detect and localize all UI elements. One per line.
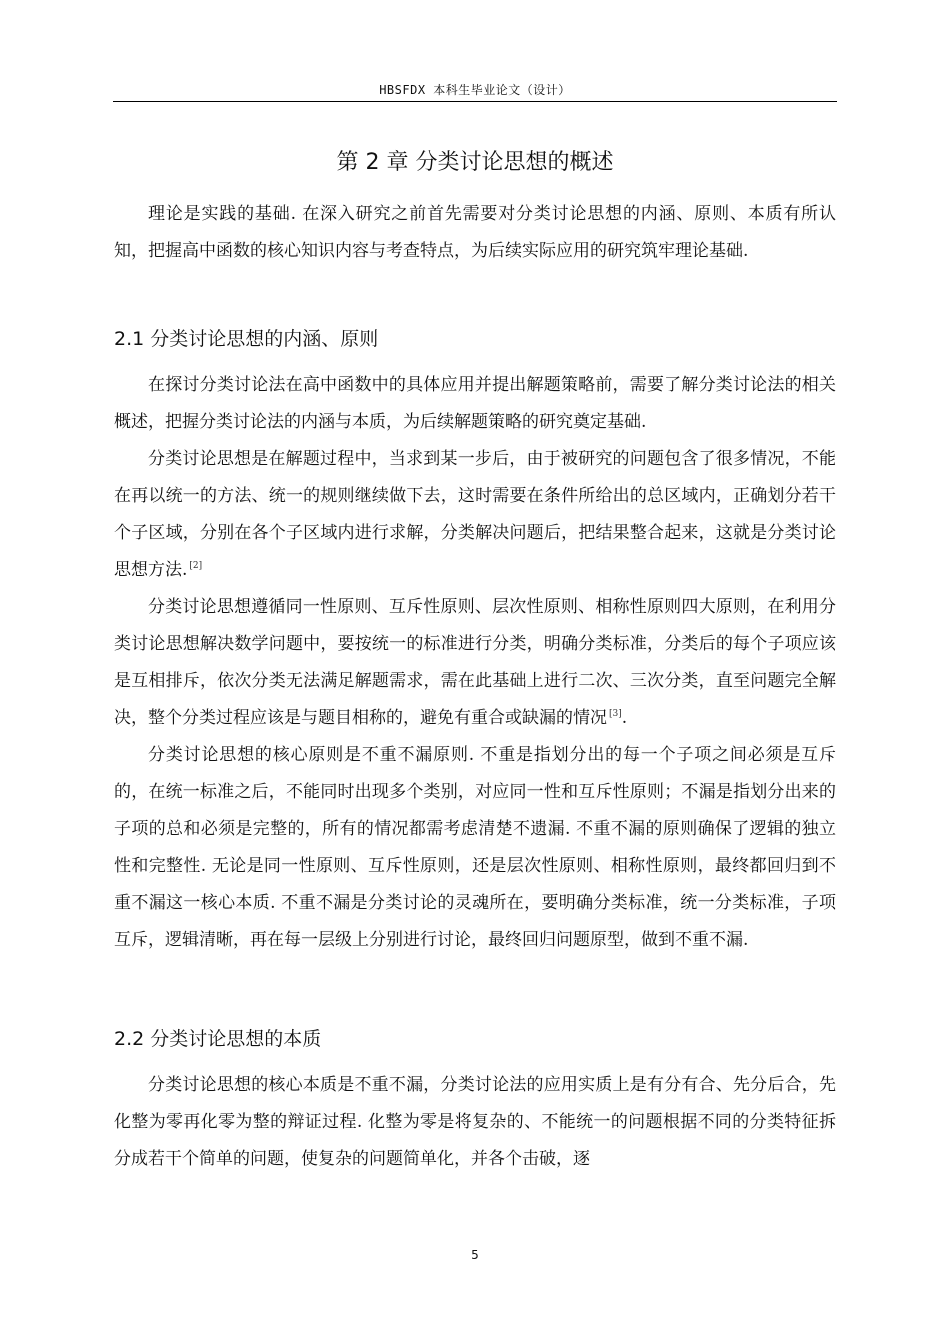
section-2-2-heading: 2.2 分类讨论思想的本质 <box>114 1028 322 1050</box>
section-2-1-heading-block <box>114 324 836 354</box>
page-number: 5 <box>471 1248 479 1262</box>
paragraph-text: 分类讨论思想是在解题过程中，当求到某一步后，由于被研究的问题包含了很多情况，不能在再以统一的方法、统一的规则继续做下去，这时需要在条件所给出的总区域内，正确划分若干个子区域，分别在各个子区域内进行求解，分类解决问题后，把结果整合起来，这就是分类讨论思想方法. <box>114 449 836 580</box>
citation-2: [2] <box>189 561 203 572</box>
chapter-title: 第 2 章 分类讨论思想的概述 <box>336 150 614 175</box>
paragraph-text: 分类讨论思想遵循同一性原则、互斥性原则、层次性原则、相称性原则四大原则，在利用分类讨论思想解决数学问题中，要按统一的标准进行分类，明确分类标准，分类后的每个子项应该是互相排斥，依次分类无法满足解题需求，需在此基础上进行二次、三次分类，直至问题完全解决，整个分类过程应该是与题目相称的，避免有重合或缺漏的情况 <box>114 597 836 728</box>
section-2-2-heading-block <box>114 1024 836 1054</box>
section-2-1-heading: 2.1 分类讨论思想的内涵、原则 <box>114 328 379 350</box>
section-2-1-paragraph-1: 在探讨分类讨论法在高中函数中的具体应用并提出解题策略前，需要了解分类讨论法的相关概述，把握分类讨论法的内涵与本质，为后续解题策略的研究奠定基础. <box>114 375 836 432</box>
section-2-1-paragraph-2 <box>114 441 836 589</box>
running-header: HBSFDX 本科生毕业论文（设计） <box>379 83 571 97</box>
section-2-1-paragraph-4: 分类讨论思想的核心原则是不重不漏原则. 不重是指划分出的每一个子项之间必须是互斥的，在统一标准之后，不能同时出现多个类别，对应同一性和互斥性原则；不漏是指划分出来的子项的总和必须是完整的，所有的情况都需考虑清楚不遗漏. 不重不漏的原则确保了逻辑的独立性和完整性. 无论是同一性原则、互斥性原则，还是层次性原则、相称性原则，最终都回归到不重不漏这一核心本质. 不重不漏是分类讨论的灵魂所在，要明确分类标准，统一分类标准，子项互斥，逻辑清晰，再在每一层级上分别进行讨论，最终回归问题原型，做到不重不漏. <box>114 745 836 950</box>
intro-block <box>114 196 836 270</box>
section-2-2-paragraph-1: 分类讨论思想的核心本质是不重不漏，分类讨论法的应用实质上是有分有合、先分后合，先化整为零再化零为整的辩证过程. 化整为零是将复杂的、不能统一的问题根据不同的分类特征拆分成若干个简单的问题，使复杂的问题简单化，并各个击破，逐 <box>114 1075 836 1169</box>
section-2-2-body <box>114 1067 836 1178</box>
section-2-1-paragraph-3 <box>114 589 836 737</box>
header-rule <box>113 101 837 102</box>
section-2-1-body <box>114 367 836 959</box>
paragraph-end-punct: . <box>621 708 628 728</box>
citation-3: [3] <box>609 709 622 720</box>
intro-paragraph: 理论是实践的基础. 在深入研究之前首先需要对分类讨论思想的内涵、原则、本质有所认知，把握高中函数的核心知识内容与考查特点，为后续实际应用的研究筑牢理论基础. <box>114 204 836 261</box>
